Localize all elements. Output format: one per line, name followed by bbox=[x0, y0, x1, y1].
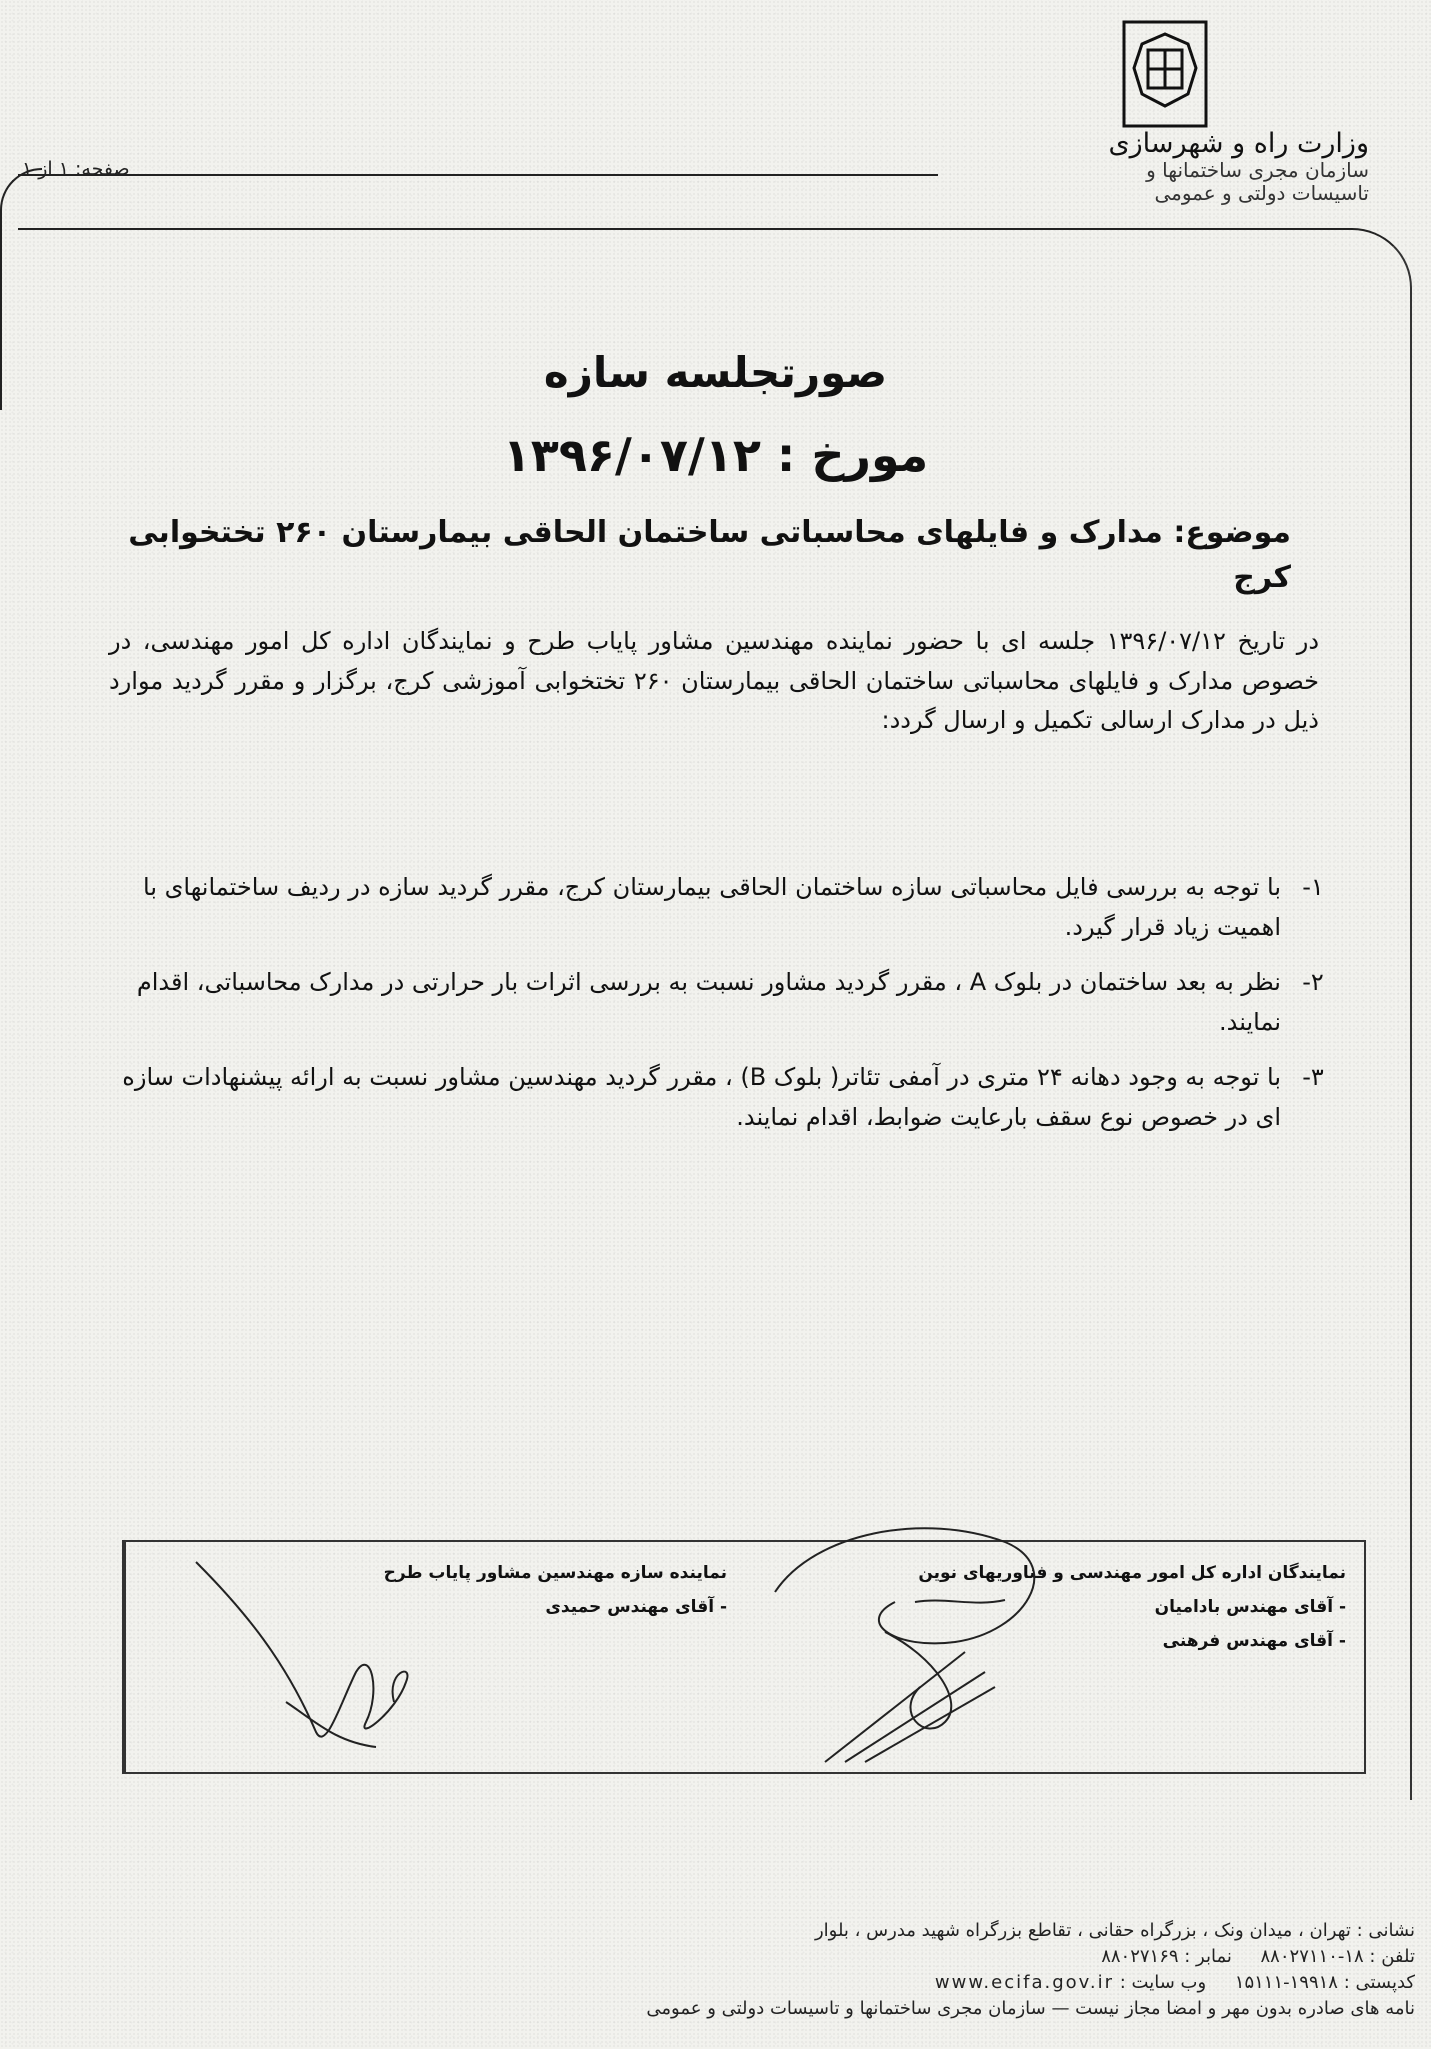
ministry-header bbox=[929, 128, 1369, 205]
item-number: ۳- bbox=[1302, 1063, 1324, 1092]
list-item bbox=[111, 868, 1331, 947]
footer-website: www.ecifa.gov.ir bbox=[934, 1972, 1115, 1994]
intro-paragraph: در تاریخ ۱۳۹۶/۰۷/۱۲ جلسه ای با حضور نماینده مهندسین مشاور پایاب طرح و نمایندگان اداره کل امور مهندسی، در خصوص مدارک و فایلهای محاسباتی ساختمان الحاقی بیمارستان ۲۶۰ تختخوابی آموزشی کرج، برگزار و مقرر گردید موارد ذیل در مدارک ارسالی تکمیل و ارسال گردد: bbox=[109, 627, 1320, 735]
admin-person-1: - آقای مهندس بادامیان bbox=[1154, 1597, 1346, 1617]
header-divider bbox=[18, 174, 938, 176]
footer-note: نامه های صادره بدون مهر و امضا مجاز نیست — سازمان مجری ساختمانها و تاسیسات دولتی و عمومی bbox=[646, 1998, 1415, 2020]
consultant-person: - آقای مهندس حمیدی bbox=[545, 1597, 727, 1617]
consultant-heading: نماینده سازه مهندسین مشاور پایاب طرح bbox=[383, 1563, 727, 1583]
signature-box bbox=[122, 1540, 1366, 1774]
document-subject: موضوع: مدارک و فایلهای محاسباتی ساختمان الحاقی بیمارستان ۲۶۰ تختخوابی کرج bbox=[128, 515, 1291, 595]
footer-website-label: وب سایت : bbox=[1119, 1972, 1207, 1994]
item-number: ۲- bbox=[1302, 968, 1324, 997]
ministry-emblem-icon bbox=[1122, 20, 1208, 128]
document-title: صورتجلسه سازه bbox=[543, 348, 888, 397]
footer-fax: نمابر : ۸۸۰۲۷۱۶۹ bbox=[1101, 1946, 1232, 1968]
item-text: با توجه به وجود دهانه ۲۴ متری در آمفی تئاتر( بلوک B) ، مقرر گردید مهندسین مشاور نسبت به ارائه پیشنهادات سازه ای در خصوص نوع سقف بارعایت ضوابط، اقدام نمایند. bbox=[122, 1063, 1281, 1131]
list-item bbox=[111, 963, 1331, 1042]
admin-heading: نمایندگان اداره کل امور مهندسی و فناوریهای نوین bbox=[918, 1563, 1346, 1583]
document-date: مورخ : ۱۳۹۶/۰۷/۱۲ bbox=[502, 428, 929, 482]
footer-contact-line bbox=[20, 1944, 1415, 1970]
organization-name-line2: تاسیسات دولتی و عمومی bbox=[1154, 181, 1369, 206]
ministry-name: وزارت راه و شهرسازی bbox=[1108, 128, 1369, 159]
consultant-signature-cell bbox=[124, 1542, 745, 1772]
footer-postal-line bbox=[20, 1970, 1415, 1996]
item-number: ۱- bbox=[1302, 873, 1324, 901]
organization-name-line1: سازمان مجری ساختمانها و bbox=[1146, 158, 1369, 183]
item-text: با توجه به بررسی فایل محاسباتی سازه ساختمان الحاقی بیمارستان کرج، مقرر گردید سازه در ردیف ساختمانهای با اهمیت زیاد قرار گیرد. bbox=[143, 873, 1281, 941]
page-number: صفحه: ۱ از ۱ bbox=[22, 158, 130, 180]
resolution-list bbox=[111, 868, 1331, 1154]
admin-person-2: - آقای مهندس فرهنی bbox=[1162, 1631, 1346, 1651]
footer-postal: کدپستی : ۱۹۹۱۸-۱۵۱۱۱ bbox=[1234, 1972, 1415, 1994]
footer-address: نشانی : تهران ، میدان ونک ، بزرگراه حقانی ، تقاطع بزرگراه شهید مدرس ، بلوار bbox=[814, 1920, 1415, 1941]
list-item bbox=[111, 1058, 1331, 1137]
footer-phone: تلفن : ۱۸-۸۸۰۲۷۱۱۰ bbox=[1260, 1946, 1415, 1968]
item-text: نظر به بعد ساختمان در بلوک A ، مقرر گردید مشاور نسبت به بررسی اثرات بار حرارتی در مدارک محاسباتی، اقدام نمایند. bbox=[136, 968, 1281, 1036]
footer bbox=[20, 1918, 1415, 2022]
admin-signature-cell bbox=[745, 1542, 1364, 1772]
